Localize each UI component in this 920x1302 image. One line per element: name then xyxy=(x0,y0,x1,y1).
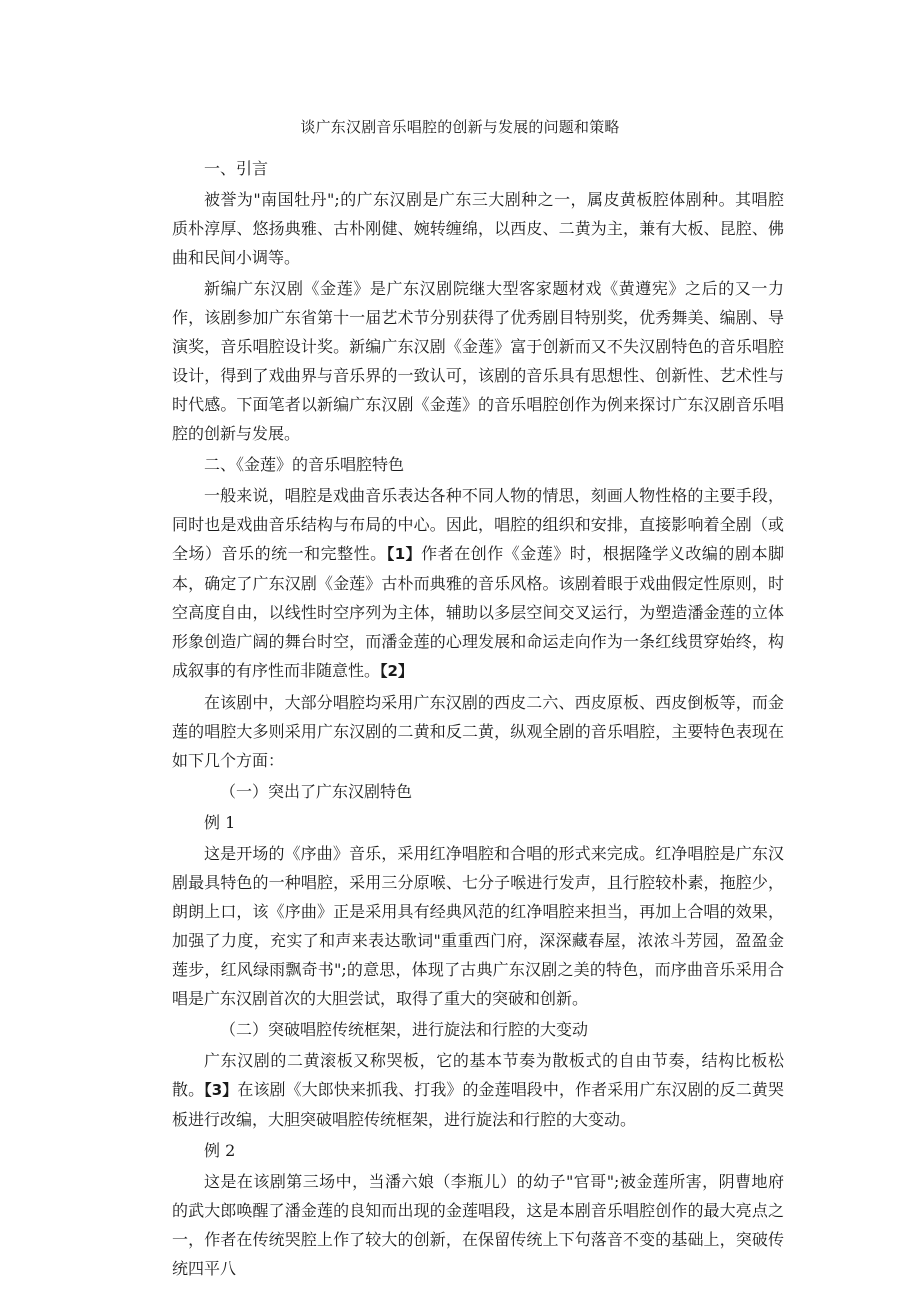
document-body xyxy=(172,154,784,1285)
example-label-1: 例 1 xyxy=(204,813,236,832)
citation-ref-3: 【3】 xyxy=(204,1081,238,1099)
paragraph-intro-2: 新编广东汉剧《金莲》是广东汉剧院继大型客家题材戏《黄遵宪》之后的又一力作，该剧参加广东省第十一届艺术节分别获得了优秀剧目特别奖，优秀舞美、编剧、导演奖，音乐唱腔设计奖。新编广东汉剧《金莲》富于创新而又不失汉剧特色的音乐唱腔设计，得到了戏曲界与音乐界的一致认可，该剧的音乐具有思想性、创新性、艺术性与时代感。下面笔者以新编广东汉剧《金莲》的音乐唱腔创作为例来探讨广东汉剧音乐唱腔的创新与发展。 xyxy=(172,279,784,443)
subsection-heading-1: （一）突出了广东汉剧特色 xyxy=(220,782,413,801)
paragraph-subsection-2 xyxy=(172,1046,784,1134)
paragraph-text: 在该剧《大郎快来抓我、打我》的金莲唱段中，作者采用广东汉剧的反二黄哭板进行改编，大胆突破唱腔传统框架，进行旋法和行腔的大变动。 xyxy=(172,1080,784,1129)
paragraph-text: 一般来说，唱腔是戏曲音乐表达各种不同人物的情思，刻画人物性格的主要手段，同时也是戏曲音乐结构与布局的中心。因此，唱腔的组织和安排，直接影响着全剧（或全场）音乐的统一和完整性。 xyxy=(172,486,784,563)
paragraph-text: 作者在创作《金莲》时，根据隆学义改编的剧本脚本，确定了广东汉剧《金莲》古朴而典雅的音乐风格。该剧着眼于戏曲假定性原则，时空高度自由，以线性时空序列为主体，辅助以多层空间交叉运行，为塑造潘金莲的立体形象创造广阔的舞台时空，而潘金莲的心理发展和命运走向作为一条红线贯穿始终，构成叙事的有序性而非随意性。 xyxy=(172,544,784,680)
document-title: 谈广东汉剧音乐唱腔的创新与发展的问题和策略 xyxy=(300,118,620,136)
section-heading-features: 二、《金莲》的音乐唱腔特色 xyxy=(204,455,405,474)
subsection-heading-2: （二）突破唱腔传统框架，进行旋法和行腔的大变动 xyxy=(220,1020,589,1039)
paragraph-features-2: 在该剧中，大部分唱腔均采用广东汉剧的西皮二六、西皮原板、西皮倒板等，而金莲的唱腔大多则采用广东汉剧的二黄和反二黄，纵观全剧的音乐唱腔，主要特色表现在如下几个方面： xyxy=(172,693,784,770)
paragraph-example-1: 这是开场的《序曲》音乐，采用红净唱腔和合唱的形式来完成。红净唱腔是广东汉剧最具特色的一种唱腔，采用三分原喉、七分子喉进行发声，且行腔较朴素，拖腔少，朗朗上口，该《序曲》正是采用具有经典风范的红净唱腔来担当，再加上合唱的效果，加强了力度，充实了和声来表达歌词"重重西门府，深深藏春屋，浓浓斗芳园，盈盈金莲步，红风绿雨飘奇书";的意思，体现了古典广东汉剧之美的特色，而序曲音乐采用合唱是广东汉剧首次的大胆尝试，取得了重大的突破和创新。 xyxy=(172,844,784,1008)
citation-ref-1: 【1】 xyxy=(386,545,422,563)
section-heading-intro: 一、引言 xyxy=(204,159,269,178)
paragraph-example-2: 这是在该剧第三场中，当潘六娘（李瓶儿）的幼子"官哥";被金莲所害，阴曹地府的武大郎唤醒了潘金莲的良知而出现的金莲唱段，这是本剧音乐唱腔创作的最大亮点之一，作者在传统哭腔上作了较大的创新，在保留传统上下句落音不变的基础上，突破传统四平八 xyxy=(172,1172,784,1278)
paragraph-text: 广东汉剧的二黄滚板又称哭板，它的基本节奏为散板式的自由节奏，结构比板松散。 xyxy=(172,1051,784,1099)
citation-ref-2: 【2】 xyxy=(380,662,413,680)
paragraph-features-1 xyxy=(172,481,784,686)
paragraph-intro-1: 被誉为"南国牡丹";的广东汉剧是广东三大剧种之一，属皮黄板腔体剧种。其唱腔质朴淳厚、悠扬典雅、古朴刚健、婉转缠绵，以西皮、二黄为主，兼有大板、昆腔、佛曲和民间小调等。 xyxy=(172,190,784,267)
example-label-2: 例 2 xyxy=(204,1141,236,1160)
